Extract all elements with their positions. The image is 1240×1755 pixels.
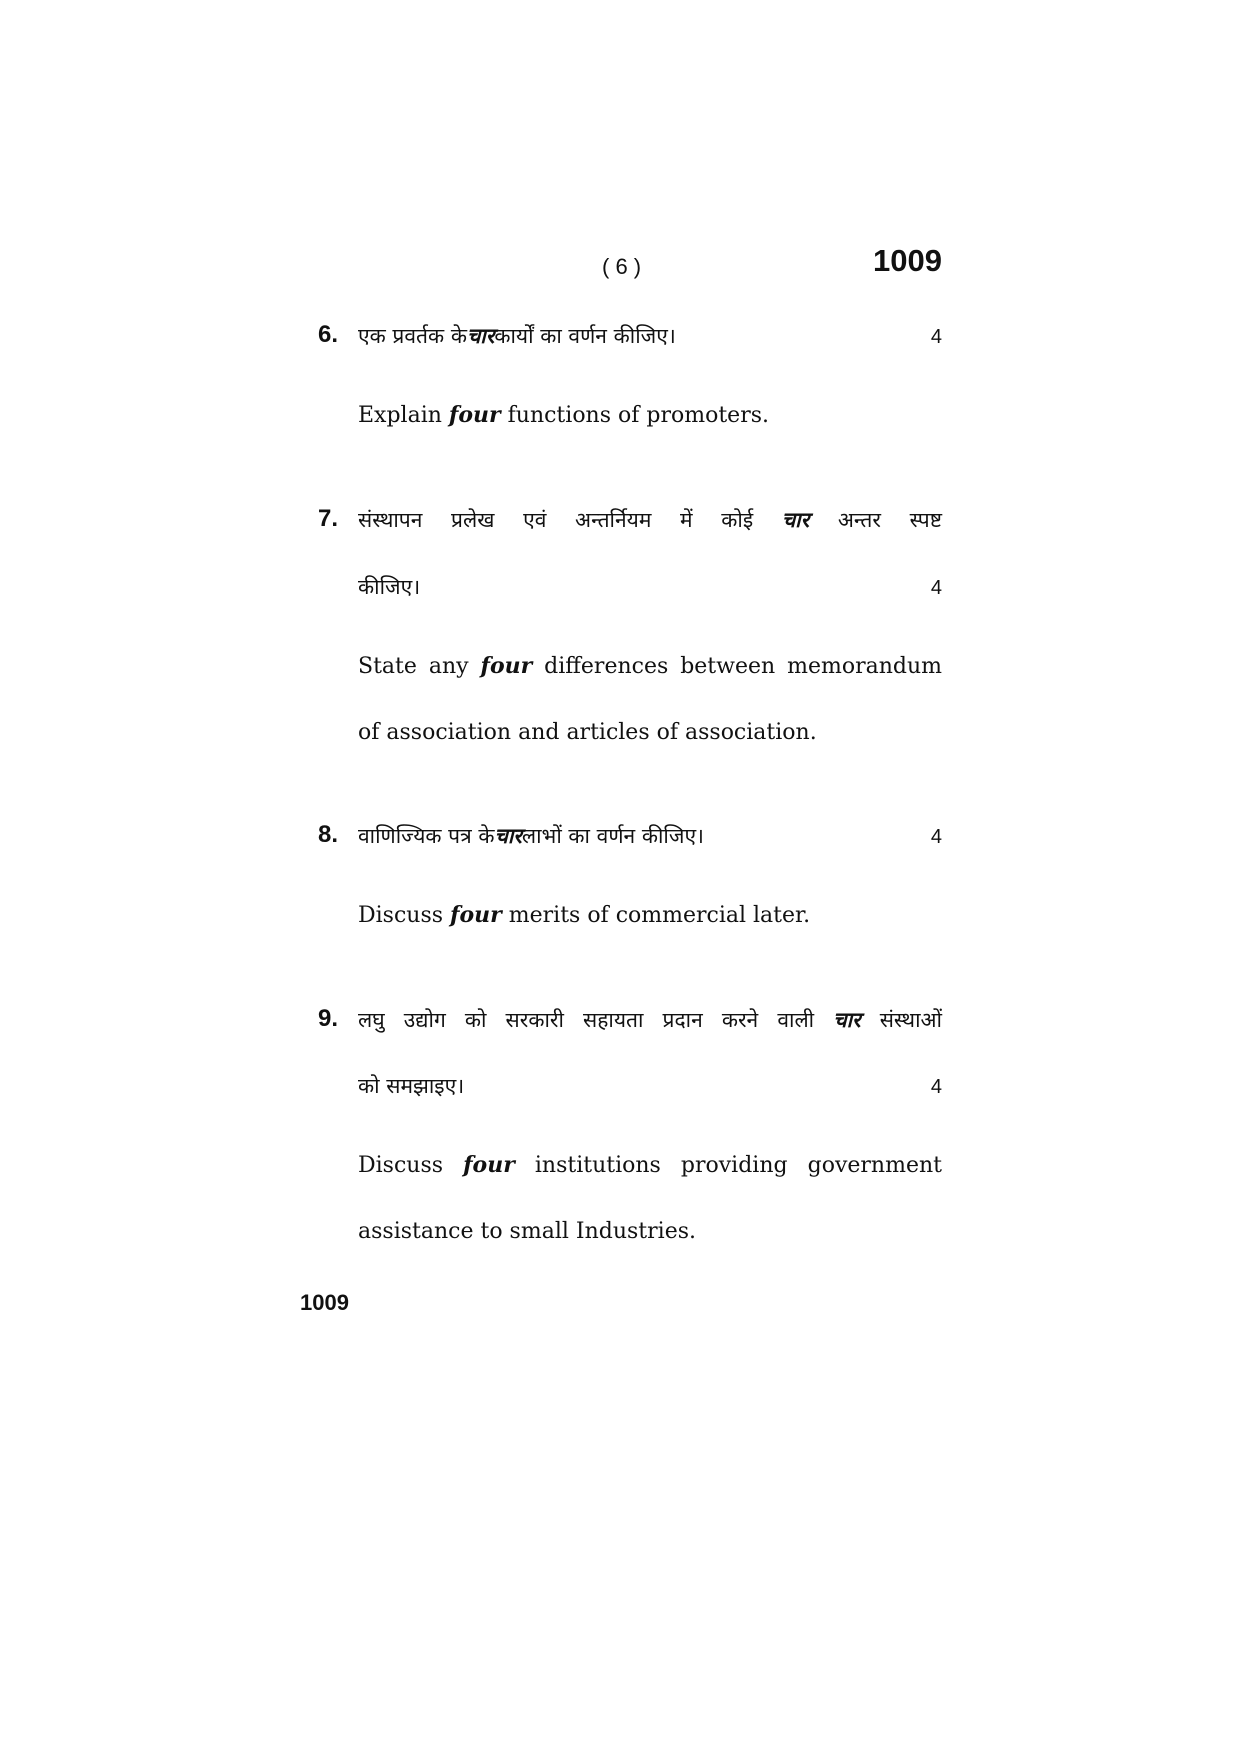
question-number: 6. <box>318 321 339 348</box>
english-text: Discuss <box>358 903 451 928</box>
marks: 4 <box>930 577 942 599</box>
english-text: Explain <box>358 403 449 428</box>
hindi-emphasis: चार <box>494 824 522 848</box>
question-english-line <box>358 1199 942 1265</box>
question-hindi-line <box>358 316 942 356</box>
hindi-emphasis: चार <box>833 1008 861 1032</box>
hindi-text: कार्यों का वर्णन कीजिए। <box>494 324 676 348</box>
english-emphasis: four <box>450 902 502 928</box>
page-number: ( 6 ) <box>602 254 642 279</box>
marks: 4 <box>930 326 942 348</box>
english-emphasis: four <box>448 402 501 428</box>
question-english-line <box>358 382 942 449</box>
question-number: 8. <box>318 821 339 848</box>
marks: 4 <box>930 1076 942 1098</box>
english-text: of association and articles of association. <box>358 720 817 745</box>
hindi-text: संस्थाओं <box>860 1008 942 1032</box>
english-text: functions of promoters. <box>500 403 770 428</box>
english-emphasis: four <box>463 1152 515 1178</box>
english-text: assistance to small Industries. <box>358 1219 696 1244</box>
hindi-text: संस्थापन प्रलेख एवं अन्तर्नियम में कोई <box>358 508 782 532</box>
hindi-text: को समझाइए। <box>358 1074 465 1098</box>
hindi-text: लाभों का वर्णन कीजिए। <box>521 824 705 848</box>
question-number: 9. <box>318 1005 339 1032</box>
hindi-text: वाणिज्यिक पत्र के <box>358 824 495 848</box>
hindi-emphasis: चार <box>466 324 495 348</box>
question-hindi-line <box>358 816 942 856</box>
hindi-emphasis: चार <box>781 508 810 532</box>
hindi-text: कीजिए। <box>358 575 421 599</box>
hindi-text: लघु उद्योग को सरकारी सहायता प्रदान करने वाली <box>358 1008 834 1032</box>
paper-code-footer: 1009 <box>300 1290 349 1315</box>
question-english-line <box>358 1132 942 1199</box>
question-english-line <box>358 633 942 700</box>
hindi-text: एक प्रवर्तक के <box>358 324 467 348</box>
english-emphasis: four <box>480 653 533 679</box>
question-english-line <box>358 700 942 766</box>
english-text: differences between memorandum <box>532 654 943 679</box>
english-text: State any <box>358 654 481 679</box>
question-hindi-line <box>358 500 942 540</box>
question-english-line <box>358 882 942 949</box>
question-hindi-line <box>358 1000 942 1040</box>
english-text: institutions providing government <box>514 1153 942 1178</box>
question-hindi-line <box>358 1066 942 1106</box>
question-number: 7. <box>318 505 339 532</box>
paper-code-header: 1009 <box>873 243 942 278</box>
english-text: merits of commercial later. <box>501 903 811 928</box>
marks: 4 <box>930 826 942 848</box>
hindi-text: अन्तर स्पष्ट <box>809 508 942 532</box>
english-text: Discuss <box>358 1153 464 1178</box>
question-hindi-line <box>358 567 942 607</box>
